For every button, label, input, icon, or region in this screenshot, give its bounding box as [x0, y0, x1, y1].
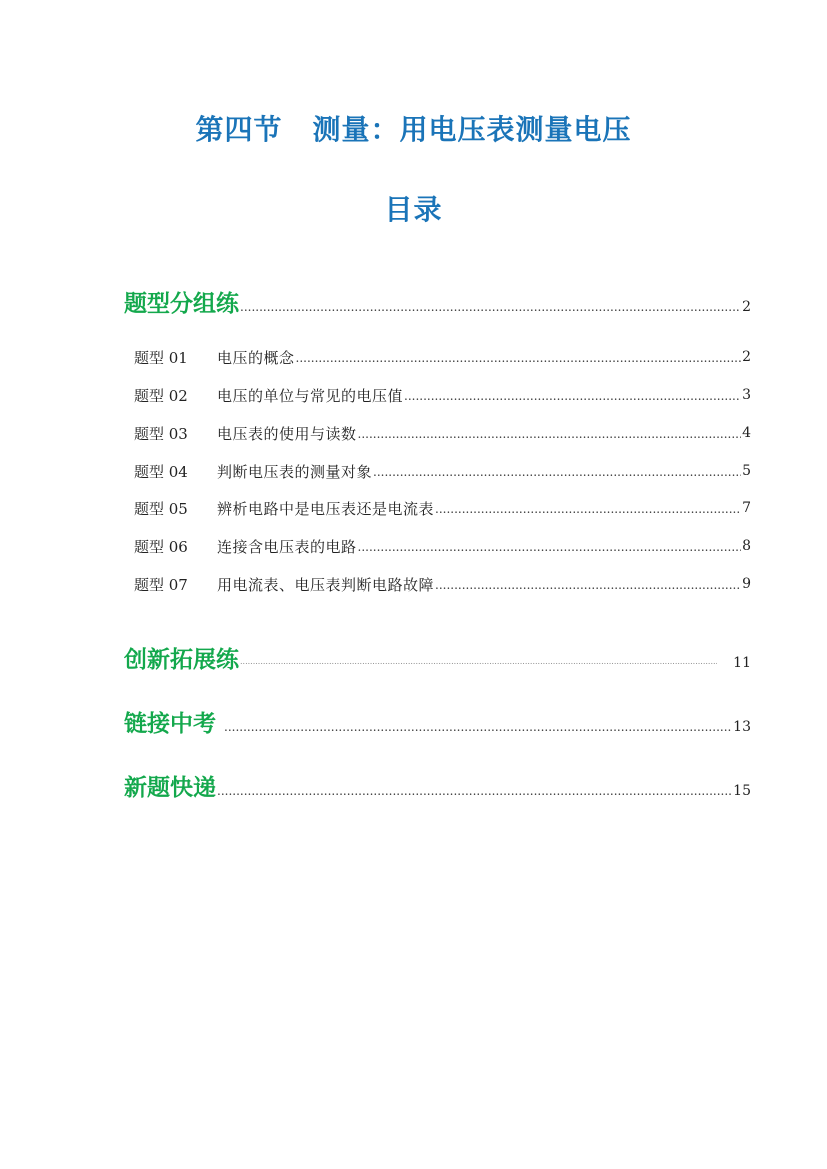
toc-section-2[interactable]: [0, 646, 827, 674]
toc-item-name: 电压表的使用与读数: [217, 425, 357, 443]
toc-item-type: 题型 04: [134, 463, 188, 481]
toc-item-name: 判断电压表的测量对象: [217, 463, 373, 481]
toc-item-type: 题型 06: [134, 538, 188, 556]
toc-item-name: 辨析电路中是电压表还是电流表: [217, 500, 435, 518]
toc-heading: 目录: [384, 193, 443, 226]
dot-leader: [296, 351, 742, 365]
toc-section-3[interactable]: [0, 710, 827, 738]
toc-section-1[interactable]: [0, 290, 827, 318]
toc-item-6[interactable]: [0, 537, 827, 557]
toc-page-number: 11: [733, 655, 751, 671]
dot-leader: [240, 300, 741, 314]
toc-page-number: 4: [742, 425, 751, 441]
title-topic: 测量：用电压表测量电压: [312, 113, 632, 146]
toc-page-number: 13: [733, 719, 751, 735]
toc-item-type: 题型 01: [134, 349, 188, 367]
dot-leader: [404, 389, 741, 403]
toc-section-label: 创新拓展练: [124, 647, 239, 673]
toc-item-4[interactable]: [0, 462, 827, 482]
title-section-number: 第四节: [195, 113, 283, 146]
dot-leader: [435, 578, 741, 592]
toc-page-number: 8: [742, 538, 751, 554]
toc-page-number: 15: [733, 783, 751, 799]
toc-item-type: 题型 05: [134, 500, 188, 518]
toc-section-4[interactable]: [0, 774, 827, 802]
toc-item-name: 用电流表、电压表判断电路故障: [217, 576, 435, 594]
dot-leader: [435, 502, 741, 516]
dot-leader: [358, 427, 742, 441]
toc-section-label: 链接中考: [124, 711, 216, 737]
toc-page-number: 3: [742, 387, 751, 403]
dot-leader: [358, 540, 742, 554]
toc-section-label: 题型分组练: [124, 291, 239, 317]
toc-item-7[interactable]: [0, 575, 827, 595]
page-title: [0, 108, 827, 148]
toc-item-name: 电压的单位与常见的电压值: [217, 387, 404, 405]
toc-item-5[interactable]: [0, 499, 827, 519]
toc-page-number: 9: [742, 576, 751, 592]
toc-item-type: 题型 02: [134, 387, 188, 405]
toc-page-number: 2: [742, 299, 751, 315]
toc-item-type: 题型 03: [134, 425, 188, 443]
dot-leader: [224, 720, 732, 734]
dot-leader: [240, 655, 717, 669]
toc-item-name: 连接含电压表的电路: [217, 538, 357, 556]
dot-leader: [217, 784, 732, 798]
toc-item-3[interactable]: [0, 424, 827, 444]
toc-item-name: 电压的概念: [217, 349, 295, 367]
dot-leader: [373, 465, 741, 479]
toc-page-number: 5: [742, 463, 751, 479]
toc-page-number: 7: [742, 500, 751, 516]
toc-item-type: 题型 07: [134, 576, 188, 594]
toc-page-number: 2: [742, 349, 751, 365]
toc-section-label: 新题快递: [124, 775, 216, 801]
toc-item-2[interactable]: [0, 386, 827, 406]
toc-item-1[interactable]: [0, 348, 827, 368]
